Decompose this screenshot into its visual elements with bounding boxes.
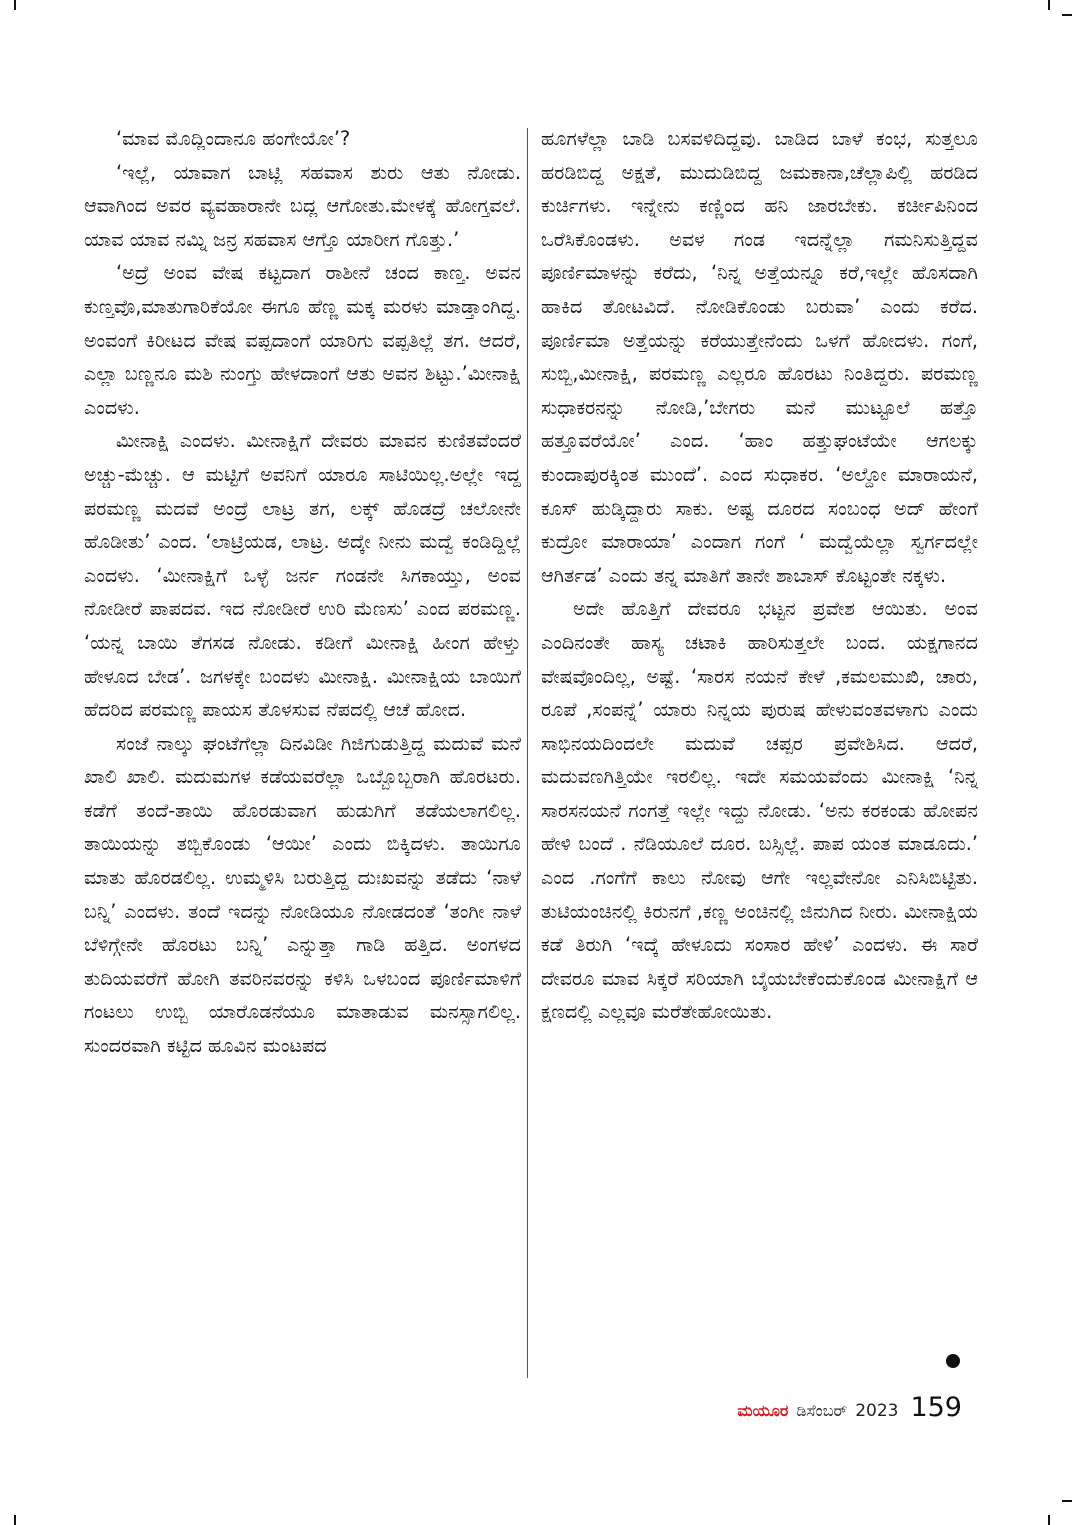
- paragraph: ‘ಮಾವ ಮೊದ್ಲಿಂದಾನೂ ಹಂಗೇಯೋ’?: [116, 127, 351, 150]
- paragraph: ಅದೇ ಹೊತ್ತಿಗೆ ದೇವರೂ ಭಟ್ಟನ ಪ್ರವೇಶ ಆಯಿತು. ಅಂವ ಎಂದಿನಂತೇ ಹಾಸ್ಯ ಚಟಾಕಿ ಹಾರಿಸುತ್ತಲೇ ಬಂದ. ಯಕ್ಷಗಾನದ ವೇಷವೊಂದಿಲ್ಲ, ಅಷ್ಟೆ. ‘ಸಾರಸ ನಯನೆ ಕೇಳೆ ,ಕಮಲಮುಖಿ, ಚಾರು, ರೂಪೆ ,ಸಂಪನ್ನೆ’ ಯಾರು ನಿನ್ನಯ ಪುರುಷ ಹೇಳುವಂತವಳಾಗು ಎಂದು ಸಾಭಿನಯದಿಂದಲೇ ಮದುವೆ ಚಪ್ಪರ ಪ್ರವೇಶಿಸಿದ. ಆದರೆ, ಮದುವಣಗಿತ್ತಿಯೇ ಇರಲಿಲ್ಲ. ಇದೇ ಸಮಯವೆಂದು ಮೀನಾಕ್ಷಿ ‘ನಿನ್ನ ಸಾರಸನಯನೆ ಗಂಗತ್ತೆ ಇಲ್ಲೇ ಇದ್ದು ನೋಡು. ‘ಅನು ಕರಕಂಡು ಹೋಪನ ಹೇಳಿ ಬಂದೆ . ನೆಡಿಯೂಲೆ ದೂರ. ಬಸ್ಸಿಲ್ಲೆ. ಪಾಪ ಯಂತ ಮಾಡೂದು.’ ಎಂದ .ಗಂಗೆಗೆ ಕಾಲು ನೋವು ಆಗೇ ಇಲ್ಲವೇನೋ ಎನಿಸಿಬಿಟ್ಟಿತು. ತುಟಿಯಂಚಿನಲ್ಲಿ ಕಿರುನಗೆ ,ಕಣ್ಣ ಅಂಚಿನಲ್ಲಿ ಜಿನುಗಿದ ನೀರು. ಮೀನಾಕ್ಷಿಯ ಕಡೆ ತಿರುಗಿ ‘ಇದ್ಕೆ ಹೇಳೂದು ಸಂಸಾರ ಹೇಳಿ’ ಎಂದಳು. ಈ ಸಾರೆ ದೇವರೂ ಮಾವ ಸಿಕ್ಕರೆ ಸರಿಯಾಗಿ ಬೈಯಬೇಕೆಂದುಕೊಂಡ ಮೀನಾಕ್ಷಿಗೆ ಆ ಕ್ಷಣದಲ್ಲಿ ಎಲ್ಲವೂ ಮರೆತೇಹೋಯಿತು.: [541, 597, 978, 1024]
- crop-mark-top-left: [14, 0, 16, 10]
- end-of-story-bullet: [946, 1354, 960, 1368]
- page-footer: [737, 1392, 962, 1423]
- paragraph: ಸಂಜೆ ನಾಲ್ಕು ಘಂಟೆಗೆಲ್ಲಾ ದಿನವಿಡೀ ಗಿಜಿಗುಡುತ್ತಿದ್ದ ಮದುವೆ ಮನೆ ಖಾಲಿ ಖಾಲಿ. ಮದುಮಗಳ ಕಡೆಯವರೆಲ್ಲಾ ಒಬ್ಬೊಬ್ಬರಾಗಿ ಹೊರಟರು. ಕಡೆಗೆ ತಂದೆ-ತಾಯಿ ಹೊರಡುವಾಗ ಹುಡುಗಿಗೆ ತಡೆಯಲಾಗಲಿಲ್ಲ. ತಾಯಿಯನ್ನು ತಬ್ಬಿಕೊಂಡು ‘ಆಯೀ’ ಎಂದು ಬಿಕ್ಕಿದಳು. ತಾಯಿಗೂ ಮಾತು ಹೊರಡಲಿಲ್ಲ. ಉಮ್ಮಳಿಸಿ ಬರುತ್ತಿದ್ದ ದುಃಖವನ್ನು ತಡೆದು ‘ನಾಳೆ ಬನ್ನಿ’ ಎಂದಳು. ತಂದೆ ಇದನ್ನು ನೋಡಿಯೂ ನೋಡದಂತೆ ‘ತಂಗೀ ನಾಳೆ ಬೆಳಿಗ್ಗೇನೇ ಹೊರಟು ಬನ್ನಿ’ ಎನ್ನುತ್ತಾ ಗಾಡಿ ಹತ್ತಿದ. ಅಂಗಳದ ತುದಿಯವರೆಗೆ ಹೋಗಿ ತವರಿನವರನ್ನು ಕಳಿಸಿ ಒಳಬಂದ ಪೂರ್ಣಿಮಾಳಿಗೆ ಗಂಟಲು ಉಬ್ಬಿ ಯಾರೊಡನೆಯೂ ಮಾತಾಡುವ ಮನಸ್ಸಾಗಲಿಲ್ಲ. ಸುಂದರವಾಗಿ ಕಟ್ಟಿದ ಹೂವಿನ ಮಂಟಪದ: [84, 731, 521, 1058]
- crop-mark-bottom-right: [1048, 1515, 1050, 1525]
- left-column: [84, 122, 521, 1063]
- paragraph: ‘ಅದ್ರೆ ಅಂವ ವೇಷ ಕಟ್ಟದಾಗ ರಾಶೀನೆ ಚಂದ ಕಾಣ್ತ. ಅವನ ಕುಣ್ತವೊ,ಮಾತುಗಾರಿಕೆಯೋ ಈಗೂ ಹೆಣ್ಣ ಮಕ್ಕ ಮರಳು ಮಾಡ್ತಾಂಗಿದ್ದ. ಅಂವಂಗೆ ಕಿರೀಟದ ವೇಷ ವಪ್ಪದಾಂಗೆ ಯಾರಿಗು ವಪ್ಪತಿಲ್ಲೆ ತಗ. ಆದರೆ, ಎಲ್ಲಾ ಬಣ್ಣನೂ ಮಶಿ ನುಂಗ್ತು ಹೇಳದಾಂಗೆ ಆತು ಅವನ ಶಿಟ್ಟು.’ಮೀನಾಕ್ಷಿ ಎಂದಳು.: [84, 261, 521, 419]
- page-number: 159: [910, 1392, 962, 1423]
- issue-month: ಡಿಸೆಂಬರ್: [796, 1401, 848, 1420]
- paragraph: ‘ಇಲ್ಲೆ, ಯಾವಾಗ ಬಾಟ್ಲಿ ಸಹವಾಸ ಶುರು ಆತು ನೋಡು. ಆವಾಗಿಂದ ಅವರ ವ್ಯವಹಾರಾನೇ ಬದ್ಲ ಆಗೋತು.ಮೇಳಕ್ಕೆ ಹೋಗ್ತವಲೆ. ಯಾವ ಯಾವ ನಮ್ನಿ ಜನ್ರ ಸಹವಾಸ ಆಗ್ತೊ ಯಾರೀಗ ಗೊತ್ತು.’: [84, 160, 521, 251]
- column-divider: [527, 128, 528, 1378]
- crop-mark-right-bottom: [1062, 1500, 1072, 1502]
- paragraph: ಹೂಗಳೆಲ್ಲಾ ಬಾಡಿ ಬಸವಳಿದಿದ್ದವು. ಬಾಡಿದ ಬಾಳೆ ಕಂಭ, ಸುತ್ತಲೂ ಹರಡಿಬಿದ್ದ ಅಕ್ಷತೆ, ಮುದುಡಿಬಿದ್ದ ಜಮಕಾನಾ,ಚೆಲ್ಲಾಪಿಲ್ಲಿ ಹರಡಿದ ಕುರ್ಚಿಗಳು. ಇನ್ನೇನು ಕಣ್ಣಿಂದ ಹನಿ ಜಾರಬೇಕು. ಕರ್ಚೀಪಿನಿಂದ ಒರೆಸಿಕೊಂಡಳು. ಅವಳ ಗಂಡ ಇದನ್ನೆಲ್ಲಾ ಗಮನಿಸುತ್ತಿದ್ದವ ಪೂರ್ಣಿಮಾಳನ್ನು ಕರೆದು, ‘ನಿನ್ನ ಅತ್ತೆಯನ್ನೂ ಕರೆ,ಇಲ್ಲೇ ಹೊಸದಾಗಿ ಹಾಕಿದ ತೋಟವಿದೆ. ನೋಡಿಕೊಂಡು ಬರುವಾ’ ಎಂದು ಕರೆದ. ಪೂರ್ಣಿಮಾ ಅತ್ತೆಯನ್ನು ಕರೆಯುತ್ತೇನೆಂದು ಒಳಗೆ ಹೋದಳು. ಗಂಗೆ, ಸುಬ್ಬಿ,ಮೀನಾಕ್ಷಿ, ಪರಮಣ್ಣ ಎಲ್ಲರೂ ಹೊರಟು ನಿಂತಿದ್ದರು. ಪರಮಣ್ಣ ಸುಧಾಕರನನ್ನು ನೋಡಿ,’ಬೇಗರು ಮನೆ ಮುಟ್ಟೂಲೆ ಹತ್ತೊ ಹತ್ತೂವರೆಯೋ’ ಎಂದ. ‘ಹಾಂ ಹತ್ತುಘಂಟೆಯೇ ಆಗಲಕ್ಕು ಕುಂದಾಪುರಕ್ಕಿಂತ ಮುಂದೆ’. ಎಂದ ಸುಧಾಕರ. ‘ಅಲ್ದೋ ಮಾರಾಯನೆ, ಕೂಸ್ ಹುಡ್ಕಿದ್ದಾರು ಸಾಕು. ಅಷ್ಟ ದೂರದ ಸಂಬಂಧ ಅದ್ ಹೇಂಗೆ ಕುದ್ರೋ ಮಾರಾಯಾ’ ಎಂದಾಗ ಗಂಗೆ ‘ ಮದ್ವೆಯೆಲ್ಲಾ ಸ್ವರ್ಗದಲ್ಲೇ ಆಗಿರ್ತಡ’ ಎಂದು ತನ್ನ ಮಾತಿಗೆ ತಾನೇ ಶಾಬಾಸ್ ಕೊಟ್ಟಂತೇ ನಕ್ಕಳು.: [541, 127, 978, 587]
- paragraph: ಮೀನಾಕ್ಷಿ ಎಂದಳು. ಮೀನಾಕ್ಷಿಗೆ ದೇವರು ಮಾವನ ಕುಣಿತವೆಂದರೆ ಅಚ್ಚು-ಮೆಚ್ಚು. ಆ ಮಟ್ಟಿಗೆ ಅವನಿಗೆ ಯಾರೂ ಸಾಟಿಯಿಲ್ಲ.ಅಲ್ಲೇ ಇದ್ದ ಪರಮಣ್ಣ ಮದವೆ ಅಂದ್ರೆ ಲಾಟ್ರ ತಗ, ಲಕ್ಕ್ ಹೊಡದ್ರೆ ಚಲೋನೇ ಹೊಡೀತು’ ಎಂದ. ‘ಲಾಟ್ರಿಯಡ, ಲಾಟ್ರ. ಅದ್ಕೇ ನೀನು ಮದ್ವೆ ಕಂಡಿದ್ದಿಲ್ಲೆ ಎಂದಳು. ‘ಮೀನಾಕ್ಷಿಗೆ ಒಳ್ಳೆ ಜರ್ನ ಗಂಡನೇ ಸಿಗಕಾಯ್ತು, ಅಂವ ನೋಡೀರೆ ಪಾಪದವ. ಇದ ನೋಡೀರೆ ಉರಿ ಮೆಣಸು’ ಎಂದ ಪರಮಣ್ಣ. ‘ಯನ್ನ ಬಾಯಿ ತೆಗಸಡ ನೋಡು. ಕಡೀಗೆ ಮೀನಾಕ್ಷಿ ಹೀಂಗ ಹೇಳ್ತು ಹೇಳೂದ ಬೇಡ’. ಜಗಳಕ್ಕೇ ಬಂದಳು ಮೀನಾಕ್ಷಿ. ಮೀನಾಕ್ಷಿಯ ಬಾಯಿಗೆ ಹೆದರಿದ ಪರಮಣ್ಣ ಪಾಯಸ ತೊಳಸುವ ನೆಪದಲ್ಲಿ ಆಚೆ ಹೋದ.: [84, 429, 521, 722]
- crop-mark-bottom-left: [14, 1515, 16, 1525]
- magazine-logo: ಮಯೂರ: [737, 1401, 789, 1420]
- crop-mark-right-top: [1062, 14, 1072, 16]
- right-column: [541, 122, 978, 1029]
- crop-mark-top-right: [1048, 0, 1050, 10]
- issue-year: 2023: [855, 1401, 899, 1421]
